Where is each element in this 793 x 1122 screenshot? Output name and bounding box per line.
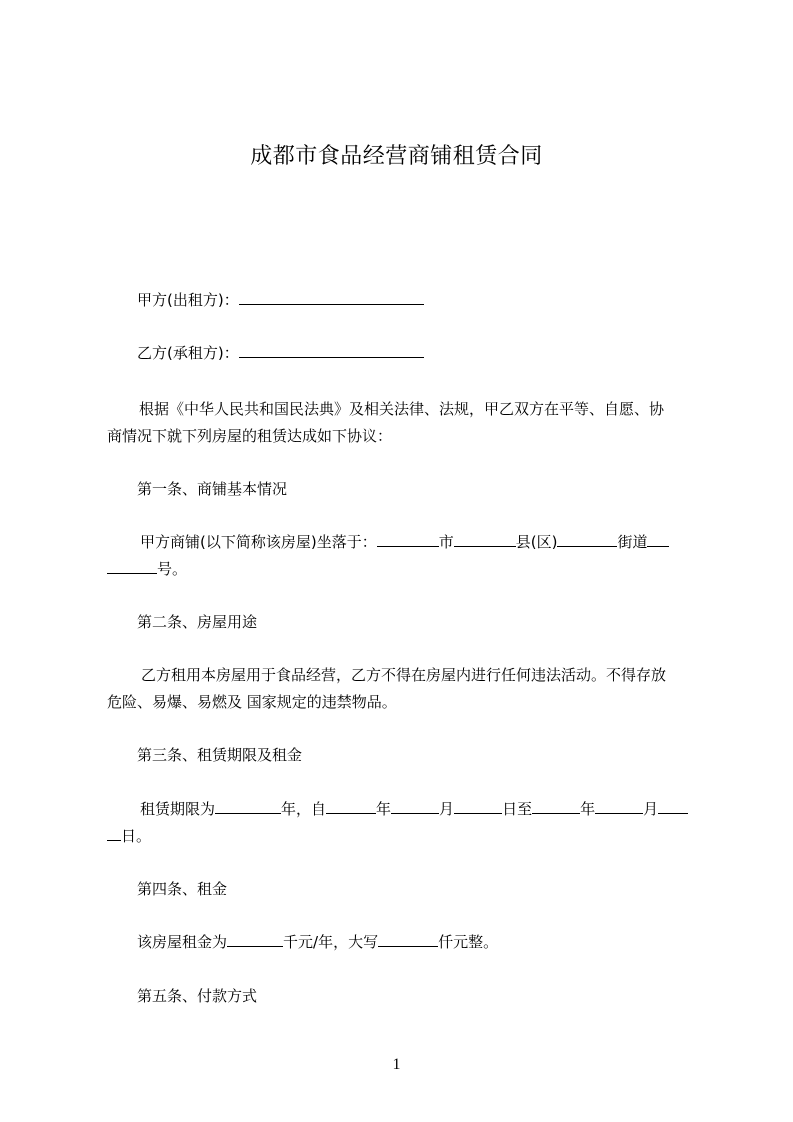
article2-heading: 第二条、房屋用途: [137, 613, 258, 631]
article5-heading: 第五条、付款方式: [137, 987, 258, 1005]
start-year-blank[interactable]: [326, 798, 376, 814]
end-month-blank[interactable]: [595, 798, 643, 814]
start-month-blank[interactable]: [391, 798, 439, 814]
party-b-line: [137, 342, 424, 364]
city-label: 市: [438, 533, 454, 551]
article1-location-line: [140, 531, 669, 553]
party-a-line: [137, 289, 424, 311]
rent-suffix: 仟元整。: [438, 933, 499, 951]
end-day-blank-continued[interactable]: [107, 825, 121, 841]
rent-unit: 千元/年，大写: [283, 933, 379, 951]
start-year-label: 年: [376, 800, 392, 818]
number-label: 号。: [157, 560, 188, 578]
end-year-blank[interactable]: [532, 798, 580, 814]
start-day-blank[interactable]: [454, 798, 502, 814]
article1-heading: 第一条、商铺基本情况: [137, 480, 288, 498]
location-prefix: 甲方商铺(以下简称该房屋)坐落于：: [140, 533, 377, 551]
page-number: 1: [392, 1056, 401, 1073]
party-b-blank[interactable]: [239, 342, 424, 358]
rent-amount-blank[interactable]: [227, 931, 283, 947]
term-prefix: 租赁期限为: [140, 800, 216, 818]
rent-prefix: 该房屋租金为: [137, 933, 228, 951]
end-month-label: 月: [643, 800, 659, 818]
start-month-label: 月: [439, 800, 455, 818]
article1-location-line2: [107, 558, 187, 580]
article2-line1: 乙方租用本房屋用于食品经营，乙方不得在房屋内进行任何违法活动。不得存放: [141, 666, 667, 684]
rent-capital-blank[interactable]: [378, 931, 438, 947]
street-blank[interactable]: [557, 531, 617, 547]
preamble-line1: 根据《中华人民共和国民法典》及相关法律、法规，甲乙双方在平等、自愿、协: [139, 400, 665, 418]
article2-line2: 危险、易爆、易燃及 国家规定的违禁物品。: [107, 693, 397, 711]
party-a-label: 甲方(出租方)：: [137, 291, 239, 309]
number-blank[interactable]: [107, 558, 157, 574]
end-day-label: 日。: [121, 827, 152, 845]
party-b-label: 乙方(承租方)：: [137, 344, 239, 362]
county-label: 县(区): [515, 533, 558, 551]
end-day-blank[interactable]: [658, 798, 688, 814]
party-a-blank[interactable]: [239, 289, 424, 305]
article3-term-line2: [107, 825, 151, 847]
end-year-label: 年: [580, 800, 596, 818]
county-blank[interactable]: [454, 531, 516, 547]
document-title: 成都市食品经营商铺租赁合同: [250, 144, 543, 169]
preamble-line2: 商情况下就下列房屋的租赁达成如下协议：: [107, 427, 393, 445]
term-years-blank[interactable]: [215, 798, 281, 814]
street-blank-continued[interactable]: [647, 531, 669, 547]
city-blank[interactable]: [377, 531, 439, 547]
article4-heading: 第四条、租金: [137, 880, 228, 898]
article3-heading: 第三条、租赁期限及租金: [137, 746, 303, 764]
start-day-label: 日至: [502, 800, 533, 818]
article3-term-line: [140, 798, 688, 820]
street-label: 街道: [617, 533, 648, 551]
article4-rent-line: [137, 931, 498, 953]
term-year-unit: 年，自: [281, 800, 327, 818]
